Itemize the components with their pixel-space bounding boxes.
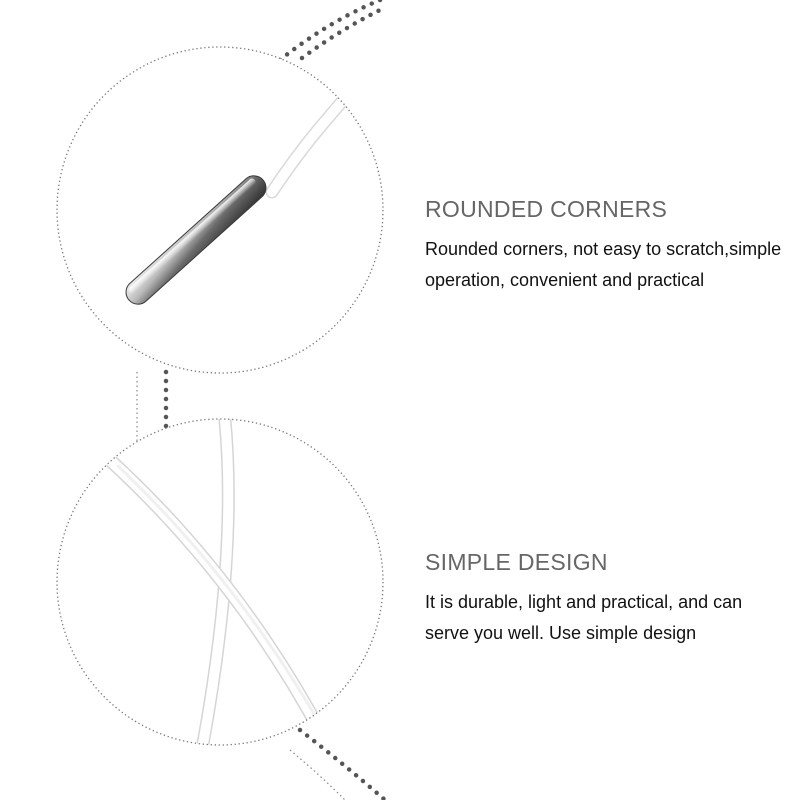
feature-title: ROUNDED CORNERS [425,196,668,222]
feature-rounded-corners [425,196,785,296]
feature-title: SIMPLE DESIGN [425,549,608,575]
feature-simple-design [425,549,785,649]
detail-circle-aglet [57,47,383,373]
dotted-chain-top [280,0,385,60]
detail-circle-cords [57,419,383,760]
feature-description: It is durable, light and practical, and can serve you well. Use simple design [425,592,743,643]
dotted-chain-bottom [300,730,385,800]
feature-description: Rounded corners, not easy to scratch,simple operation, convenient and practical [425,239,782,290]
